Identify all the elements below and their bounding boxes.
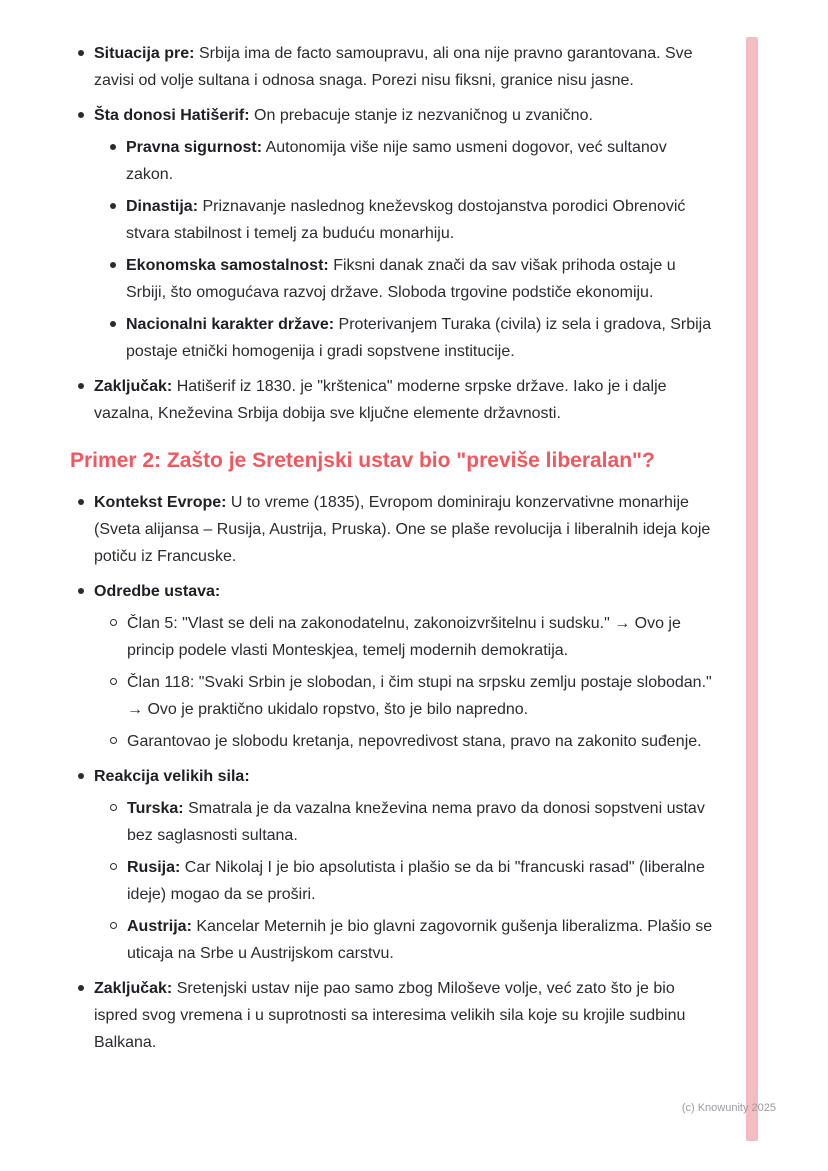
list-item-rest: Priznavanje naslednog kneževskog dostojanstva porodici Obrenović stvara stabilnost i temelj za buduću monarhiju. [126, 198, 686, 242]
list-item-rest: Fiksni danak znači da sav višak prihoda ostaje u Srbiji, što omogućava razvoj države. Sloboda trgovine podstiče ekonomiju. [126, 257, 676, 301]
list-item-lead: Šta donosi Hatišerif: [94, 107, 250, 124]
list-item-rest: U to vreme (1835), Evropom dominiraju konzervativne monarhije (Sveta alijansa – Rusija, Austrija, Pruska). One se plaše revolucija i liberalnih ideja koje potiču iz Francuske. [94, 494, 711, 565]
list-item-rest: Kancelar Meternih je bio glavni zagovornik gušenja liberalizma. Plašio se uticaja na Srbe u Austrijskom carstvu. [127, 918, 713, 962]
list-item-text [127, 854, 718, 908]
bullet-circle-icon [110, 678, 117, 685]
list-item [102, 728, 718, 755]
list-item-body [94, 763, 718, 967]
bullet-disc-icon [110, 262, 116, 268]
bullet-disc-icon [78, 773, 84, 779]
list-item-body [94, 40, 718, 94]
bullet-disc-icon [78, 112, 84, 118]
list-item-text [126, 134, 718, 188]
list-item-lead: Reakcija velikih sila: [94, 768, 250, 785]
list-item-body [127, 854, 718, 908]
list-item-text [127, 610, 718, 664]
sublist [102, 795, 718, 967]
list-item-lead: Austrija: [127, 918, 192, 935]
list-item-body [126, 193, 718, 247]
list-item-text [94, 373, 718, 427]
list-item-rest: Car Nikolaj I je bio apsolutista i plašio se da bi "francuski rasad" (liberalne ideje) mogao da se proširi. [127, 859, 705, 903]
sublist [102, 610, 718, 755]
list-item [102, 252, 718, 306]
list-item-rest: Autonomija više nije samo usmeni dogovor, već sultanov zakon. [126, 139, 667, 183]
list-item [102, 193, 718, 247]
list-item-text [126, 311, 718, 365]
list-item-body [126, 134, 718, 188]
list-item-lead: Zaključak: [94, 980, 173, 997]
bullet-disc-icon [78, 50, 84, 56]
list-item-body [94, 489, 718, 570]
list-item-text [94, 763, 718, 790]
bullet-circle-icon [110, 804, 117, 811]
list-item-lead: Dinastija: [126, 198, 199, 215]
list-item-text [94, 40, 718, 94]
list-item-lead: Kontekst Evrope: [94, 494, 227, 511]
list-item-body [127, 728, 718, 755]
document-content [70, 40, 718, 1056]
bullet-circle-icon [110, 619, 117, 626]
list-item-body [126, 252, 718, 306]
list-item-text [126, 252, 718, 306]
list-item-lead: Pravna sigurnost: [126, 139, 263, 156]
bullet-disc-icon [110, 144, 116, 150]
list-item-rest: Hatišerif iz 1830. je "krštenica" moderne srpske države. Iako je i dalje vazalna, Kneževina Srbija dobija sve ključne elemente državnosti. [94, 378, 667, 422]
list-item-text [127, 728, 718, 755]
list-item-body [127, 913, 718, 967]
bullet-disc-icon [78, 499, 84, 505]
bullet-list [70, 40, 718, 427]
list-item [102, 913, 718, 967]
list-item-body [94, 975, 718, 1056]
bullet-disc-icon [110, 203, 116, 209]
list-item [70, 975, 718, 1056]
list-item-text [127, 913, 718, 967]
list-item-rest: Srbija ima de facto samoupravu, ali ona nije pravno garantovana. Sve zavisi od volje sultana i odnosa snaga. Porezi nisu fiksni, granice nisu jasne. [94, 45, 693, 89]
bullet-disc-icon [78, 985, 84, 991]
footer-copyright: (c) Knowunity 2025 [681, 1102, 776, 1114]
list-item [70, 578, 718, 755]
list-item-body [94, 102, 718, 365]
list-item-lead: Ekonomska samostalnost: [126, 257, 329, 274]
list-item-lead: Nacionalni karakter države: [126, 316, 335, 333]
list-item [70, 102, 718, 365]
list-item [70, 763, 718, 967]
list-item-rest: Član 118: "Svaki Srbin je slobodan, i čim stupi na srpsku zemlju postaje slobodan." → Ovo je praktično ukidalo ropstvo, što je bilo napredno. [127, 674, 712, 718]
list-item-body [127, 669, 718, 723]
list-item [102, 669, 718, 723]
list-item-text [94, 102, 718, 129]
list-item-rest: Sretenjski ustav nije pao samo zbog Miloševe volje, već zato što je bio ispred svog vremena i u suprotnosti sa interesima velikih sila koje su krojile sudbinu Balkana. [94, 980, 686, 1051]
list-item-text [94, 975, 718, 1056]
list-item-lead: Rusija: [127, 859, 181, 876]
list-item-lead: Odredbe ustava: [94, 583, 221, 600]
list-item-text [94, 578, 718, 605]
list-item-body [126, 311, 718, 365]
list-item [102, 134, 718, 188]
bullet-disc-icon [78, 383, 84, 389]
list-item-lead: Zaključak: [94, 378, 173, 395]
bullet-circle-icon [110, 863, 117, 870]
section-heading: Primer 2: Zašto je Sretenjski ustav bio "previše liberalan"? [70, 449, 655, 472]
list-item-text [94, 489, 718, 570]
list-item [102, 610, 718, 664]
list-item [70, 489, 718, 570]
list-item-body [94, 373, 718, 427]
bullet-circle-icon [110, 922, 117, 929]
list-item [102, 311, 718, 365]
list-item-text [126, 193, 718, 247]
bullet-disc-icon [110, 321, 116, 327]
list-item [70, 373, 718, 427]
list-item [70, 40, 718, 94]
list-item-text [127, 669, 718, 723]
list-item-rest: Smatrala je da vazalna kneževina nema pravo da donosi sopstveni ustav bez saglasnosti sultana. [127, 800, 705, 844]
list-item-rest: Proterivanjem Turaka (civila) iz sela i gradova, Srbija postaje etnički homogenija i gradi sopstvene institucije. [126, 316, 712, 360]
list-item [102, 795, 718, 849]
list-item-rest: Garantovao je slobodu kretanja, nepovredivost stana, pravo na zakonito suđenje. [127, 733, 702, 750]
list-item-lead: Situacija pre: [94, 45, 195, 62]
bullet-list [70, 489, 718, 1056]
list-item [102, 854, 718, 908]
sublist [102, 134, 718, 365]
bullet-disc-icon [78, 588, 84, 594]
list-item-rest: On prebacuje stanje iz nezvaničnog u zvanično. [254, 107, 593, 124]
list-item-rest: Član 5: "Vlast se deli na zakonodatelnu, zakonoizvršitelnu i sudsku." → Ovo je princip podele vlasti Monteskjea, temelj modernih demokratija. [127, 615, 681, 659]
page-edge-stripe [746, 37, 758, 1141]
bullet-circle-icon [110, 737, 117, 744]
list-item-lead: Turska: [127, 800, 184, 817]
list-item-body [94, 578, 718, 755]
list-item-body [127, 795, 718, 849]
list-item-body [127, 610, 718, 664]
list-item-text [127, 795, 718, 849]
